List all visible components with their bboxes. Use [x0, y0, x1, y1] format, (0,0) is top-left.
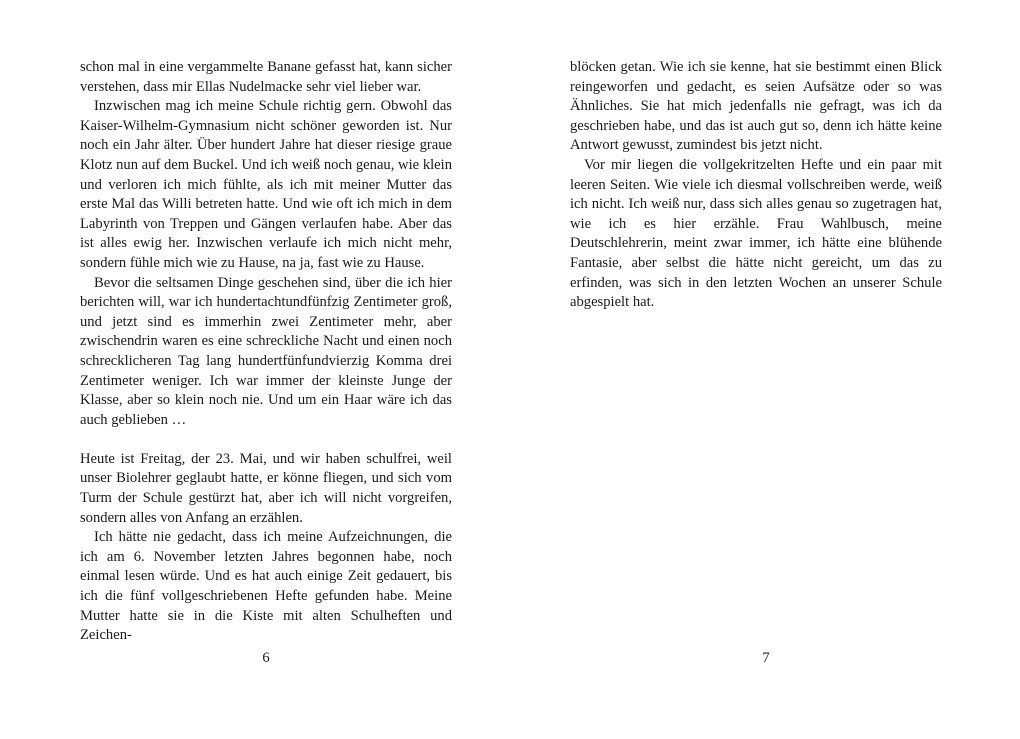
paragraph: Ich hätte nie gedacht, dass ich meine Aufzeichnungen, die ich am 6. November letzten Jahres begonnen habe, noch einmal lesen würde. Und es hat auch einige Zeit gedauert, bis ich die fünf vollgeschriebenen Hefte gefunden habe. Meine Mutter hatte sie in die Kiste mit alten Schulheften und Zeichen-: [80, 529, 452, 644]
paragraph: schon mal in eine vergammelte Banane gefasst hat, kann sicher verstehen, dass mir Ellas Nudelmacke sehr viel lieber war.: [80, 59, 452, 95]
paragraph: Inzwischen mag ich meine Schule richtig gern. Obwohl das Kaiser-Wilhelm-Gymnasium nicht schöner geworden ist. Nur noch ein Jahr älter. Über hundert Jahre hat dieser riesige graue Klotz nun auf dem Buckel. Und ich weiß noch genau, wie klein und verloren ich mich fühlte, als ich mit meiner Mutter das erste Mal das Willi betreten hatte. Und wie oft ich mich in dem Labyrinth von Treppen und Gängen verlaufen habe. Aber das ist alles ewig her. Inzwischen verlaufe ich mich nicht mehr, sondern fühle mich wie zu Hause, na ja, fast wie zu Hause.: [80, 98, 452, 271]
paragraph: blöcken getan. Wie ich sie kenne, hat sie bestimmt einen Blick reingeworfen und gedacht, es seien Aufsätze oder so was Ähnliches. Sie hat mich jedenfalls nie gefragt, was ich da geschrieben habe, und das ist auch gut so, denn ich hätte keine Antwort gewusst, zumindest bis jetzt nicht.: [570, 59, 942, 154]
right-page: [510, 0, 1020, 739]
page-number: 6: [262, 650, 270, 666]
paragraph: Bevor die seltsamen Dinge geschehen sind, über die ich hier berichten will, war ich hundertachtundfünfzig Zentimeter groß, und jetzt sind es immerhin zwei Zentimeter mehr, aber zwischendrin waren es eine schreckliche Nacht und einen noch schrecklicheren Tag lang hundertfünfundvierzig Komma drei Zentimeter weniger. Ich war immer der kleinste Junge der Klasse, aber so klein noch nie. Und um ein Haar wäre ich das auch geblieben …: [80, 274, 452, 428]
paragraph: Heute ist Freitag, der 23. Mai, und wir haben schulfrei, weil unser Biolehrer geglaubt hatte, er könne fliegen, und sich vom Turm der Schule gestürzt hat, aber ich will nicht vorgreifen, sondern alles von Anfang an erzählen.: [80, 450, 452, 526]
right-page-text: [570, 58, 942, 313]
left-page-text: [80, 58, 452, 646]
page-number: 7: [762, 650, 770, 666]
paragraph: Vor mir liegen die vollgekritzelten Hefte und ein paar mit leeren Seiten. Wie viele ich diesmal vollschreiben werde, weiß ich nicht. Ich weiß nur, dass sich alles genau so zugetragen hat, wie ich es hier erzähle. Frau Wahlbusch, meine Deutschlehrerin, meint zwar immer, ich hätte eine blühende Fantasie, aber selbst die hätte nicht gereicht, um das zu erfinden, was sich in den letzten Wochen an unserer Schule abgespielt hat.: [570, 156, 942, 311]
